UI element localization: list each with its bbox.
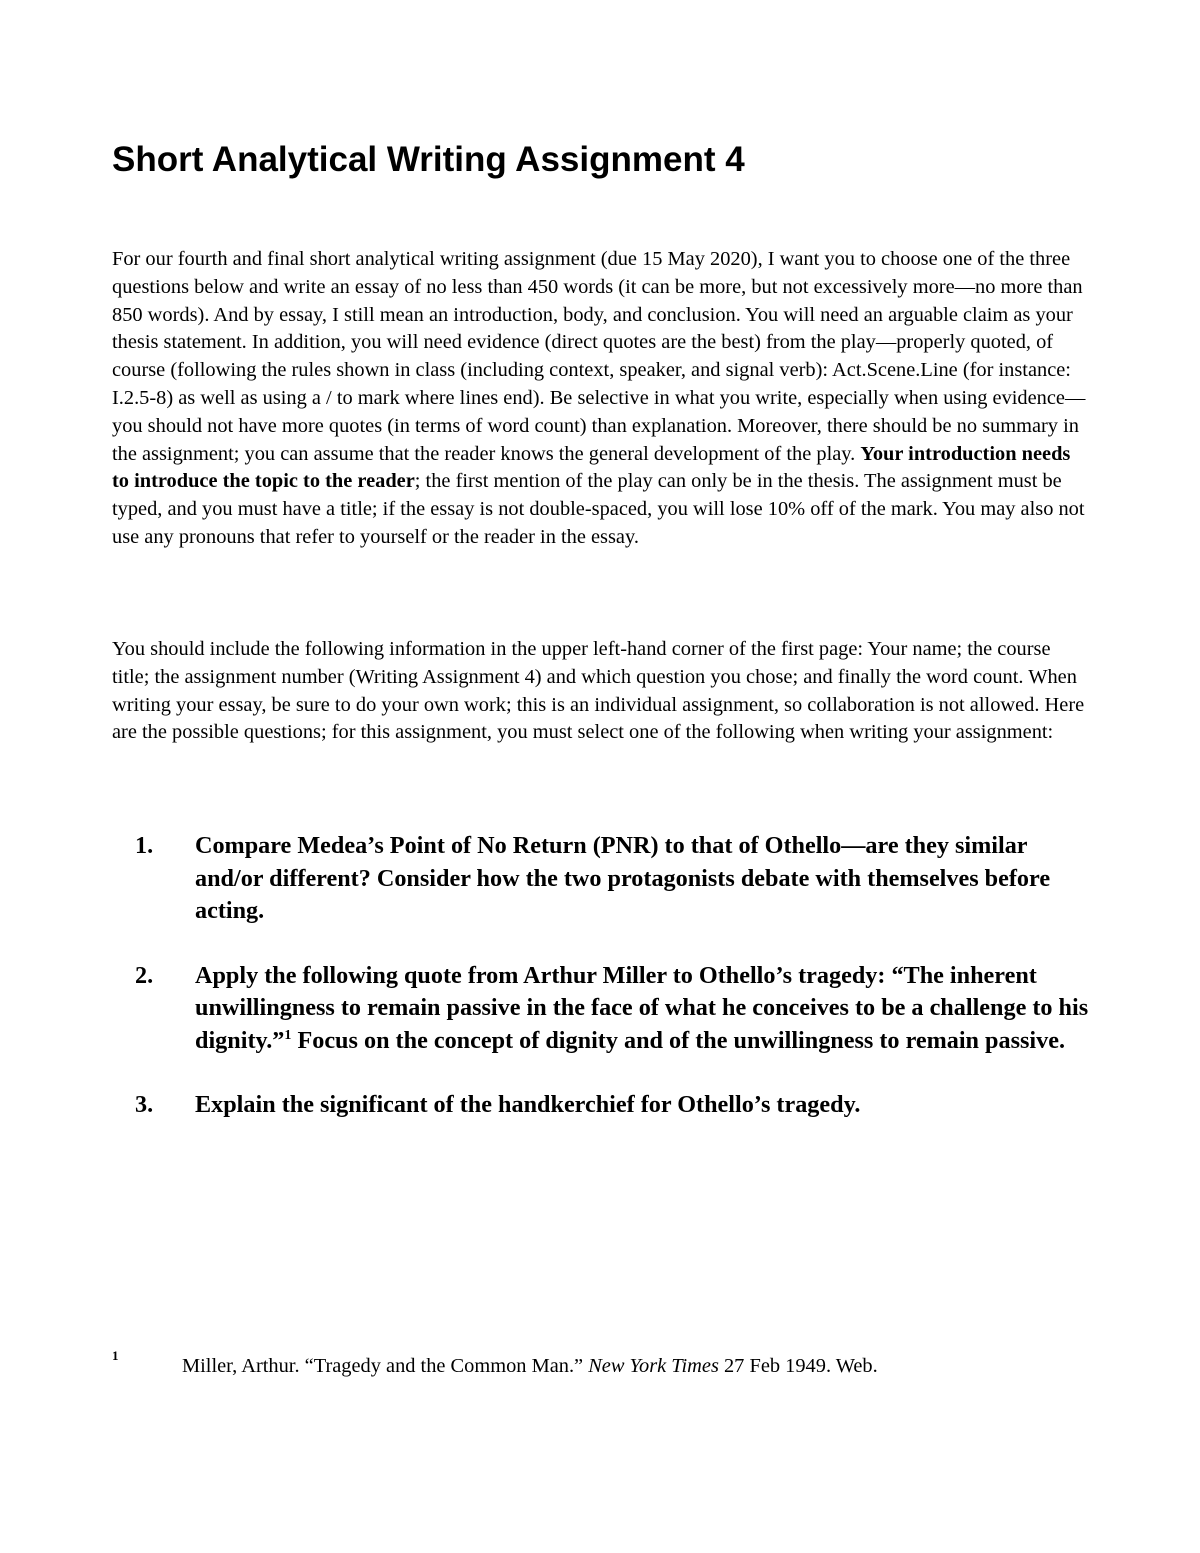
- footnote-citation: [182, 1353, 878, 1380]
- question-text: Explain the significant of the handkerchief for Othello’s tragedy.: [195, 1091, 861, 1118]
- question-number: 2.: [135, 961, 154, 989]
- submission-info-paragraph: You should include the following information in the upper left-hand corner of the first page: Your name; the course title; the assignment number (Writing Assignment 4) and which question you chose; and finally the word count. When writing your essay, be sure to do your own work; this is an individual assignment, so collaboration is not allowed. Here are the possible questions; for this assignment, you must select one of the following when writing your assignment:: [112, 638, 1085, 744]
- question-item-2: [112, 960, 1092, 1058]
- question-list: [112, 830, 1092, 1154]
- instructions-text-part-2: ; the first mention of the play can only be in the thesis. The assignment must be typed, and you must have a title; if the essay is not double-spaced, you will lose 10% off of the mark. You may also not use any pronouns that refer to yourself or the reader in the essay.: [112, 470, 1085, 548]
- instructions-emphasis: Your introduction needs to introduce the topic to the reader: [112, 442, 1071, 493]
- footnote-number: 1: [112, 1348, 119, 1363]
- footnote-reference: 1: [284, 1027, 292, 1043]
- question-number: 3.: [135, 1091, 154, 1118]
- question-text-part-1: Apply the following quote from Arthur Miller to Othello’s tragedy: “The inherent unwillingness to remain passive in the face of what he conceives to be a challenge to his dignity.”: [195, 961, 1089, 1054]
- question-text-part-2: Focus on the concept of dignity and of the unwillingness to remain passive.: [291, 1026, 1066, 1054]
- citation-publication: New York Times: [588, 1355, 719, 1377]
- citation-text-part-2: 27 Feb 1949. Web.: [718, 1355, 878, 1377]
- question-item-3: [112, 1089, 1092, 1122]
- page-title: Short Analytical Writing Assignment 4: [112, 140, 745, 179]
- question-number: 1.: [135, 832, 154, 859]
- citation-text-part-1: Miller, Arthur. “Tragedy and the Common Man.”: [182, 1355, 589, 1377]
- instructions-text-part-1: For our fourth and final short analytical writing assignment (due 15 May 2020), I want you to choose one of the three questions below and write an essay of no less than 450 words (it can be more, but not excessively more—no more than 850 words). And by essay, I still mean an introduction, body, and conclusion. You will need an arguable claim as your thesis statement. In addition, you will need evidence (direct quotes are the best) from the play—properly quoted, of course (following the rules shown in class (including context, speaker, and signal verb): Act.Scene.Line (for instance: I.2.5-8) as well as using a / to mark where lines end). Be selective in what you write, especially when using evidence—you should not have more quotes (in terms of word count) than explanation. Moreover, there should be no summary in the assignment; you can assume that the reader knows the general development of the play.: [112, 248, 1086, 465]
- question-text: Compare Medea’s Point of No Return (PNR) to that of Othello—are they similar and/or different? Consider how the two protagonists debate with themselves before acting.: [195, 832, 1051, 924]
- instructions-paragraph: [112, 246, 1088, 552]
- question-item-1: [112, 830, 1092, 928]
